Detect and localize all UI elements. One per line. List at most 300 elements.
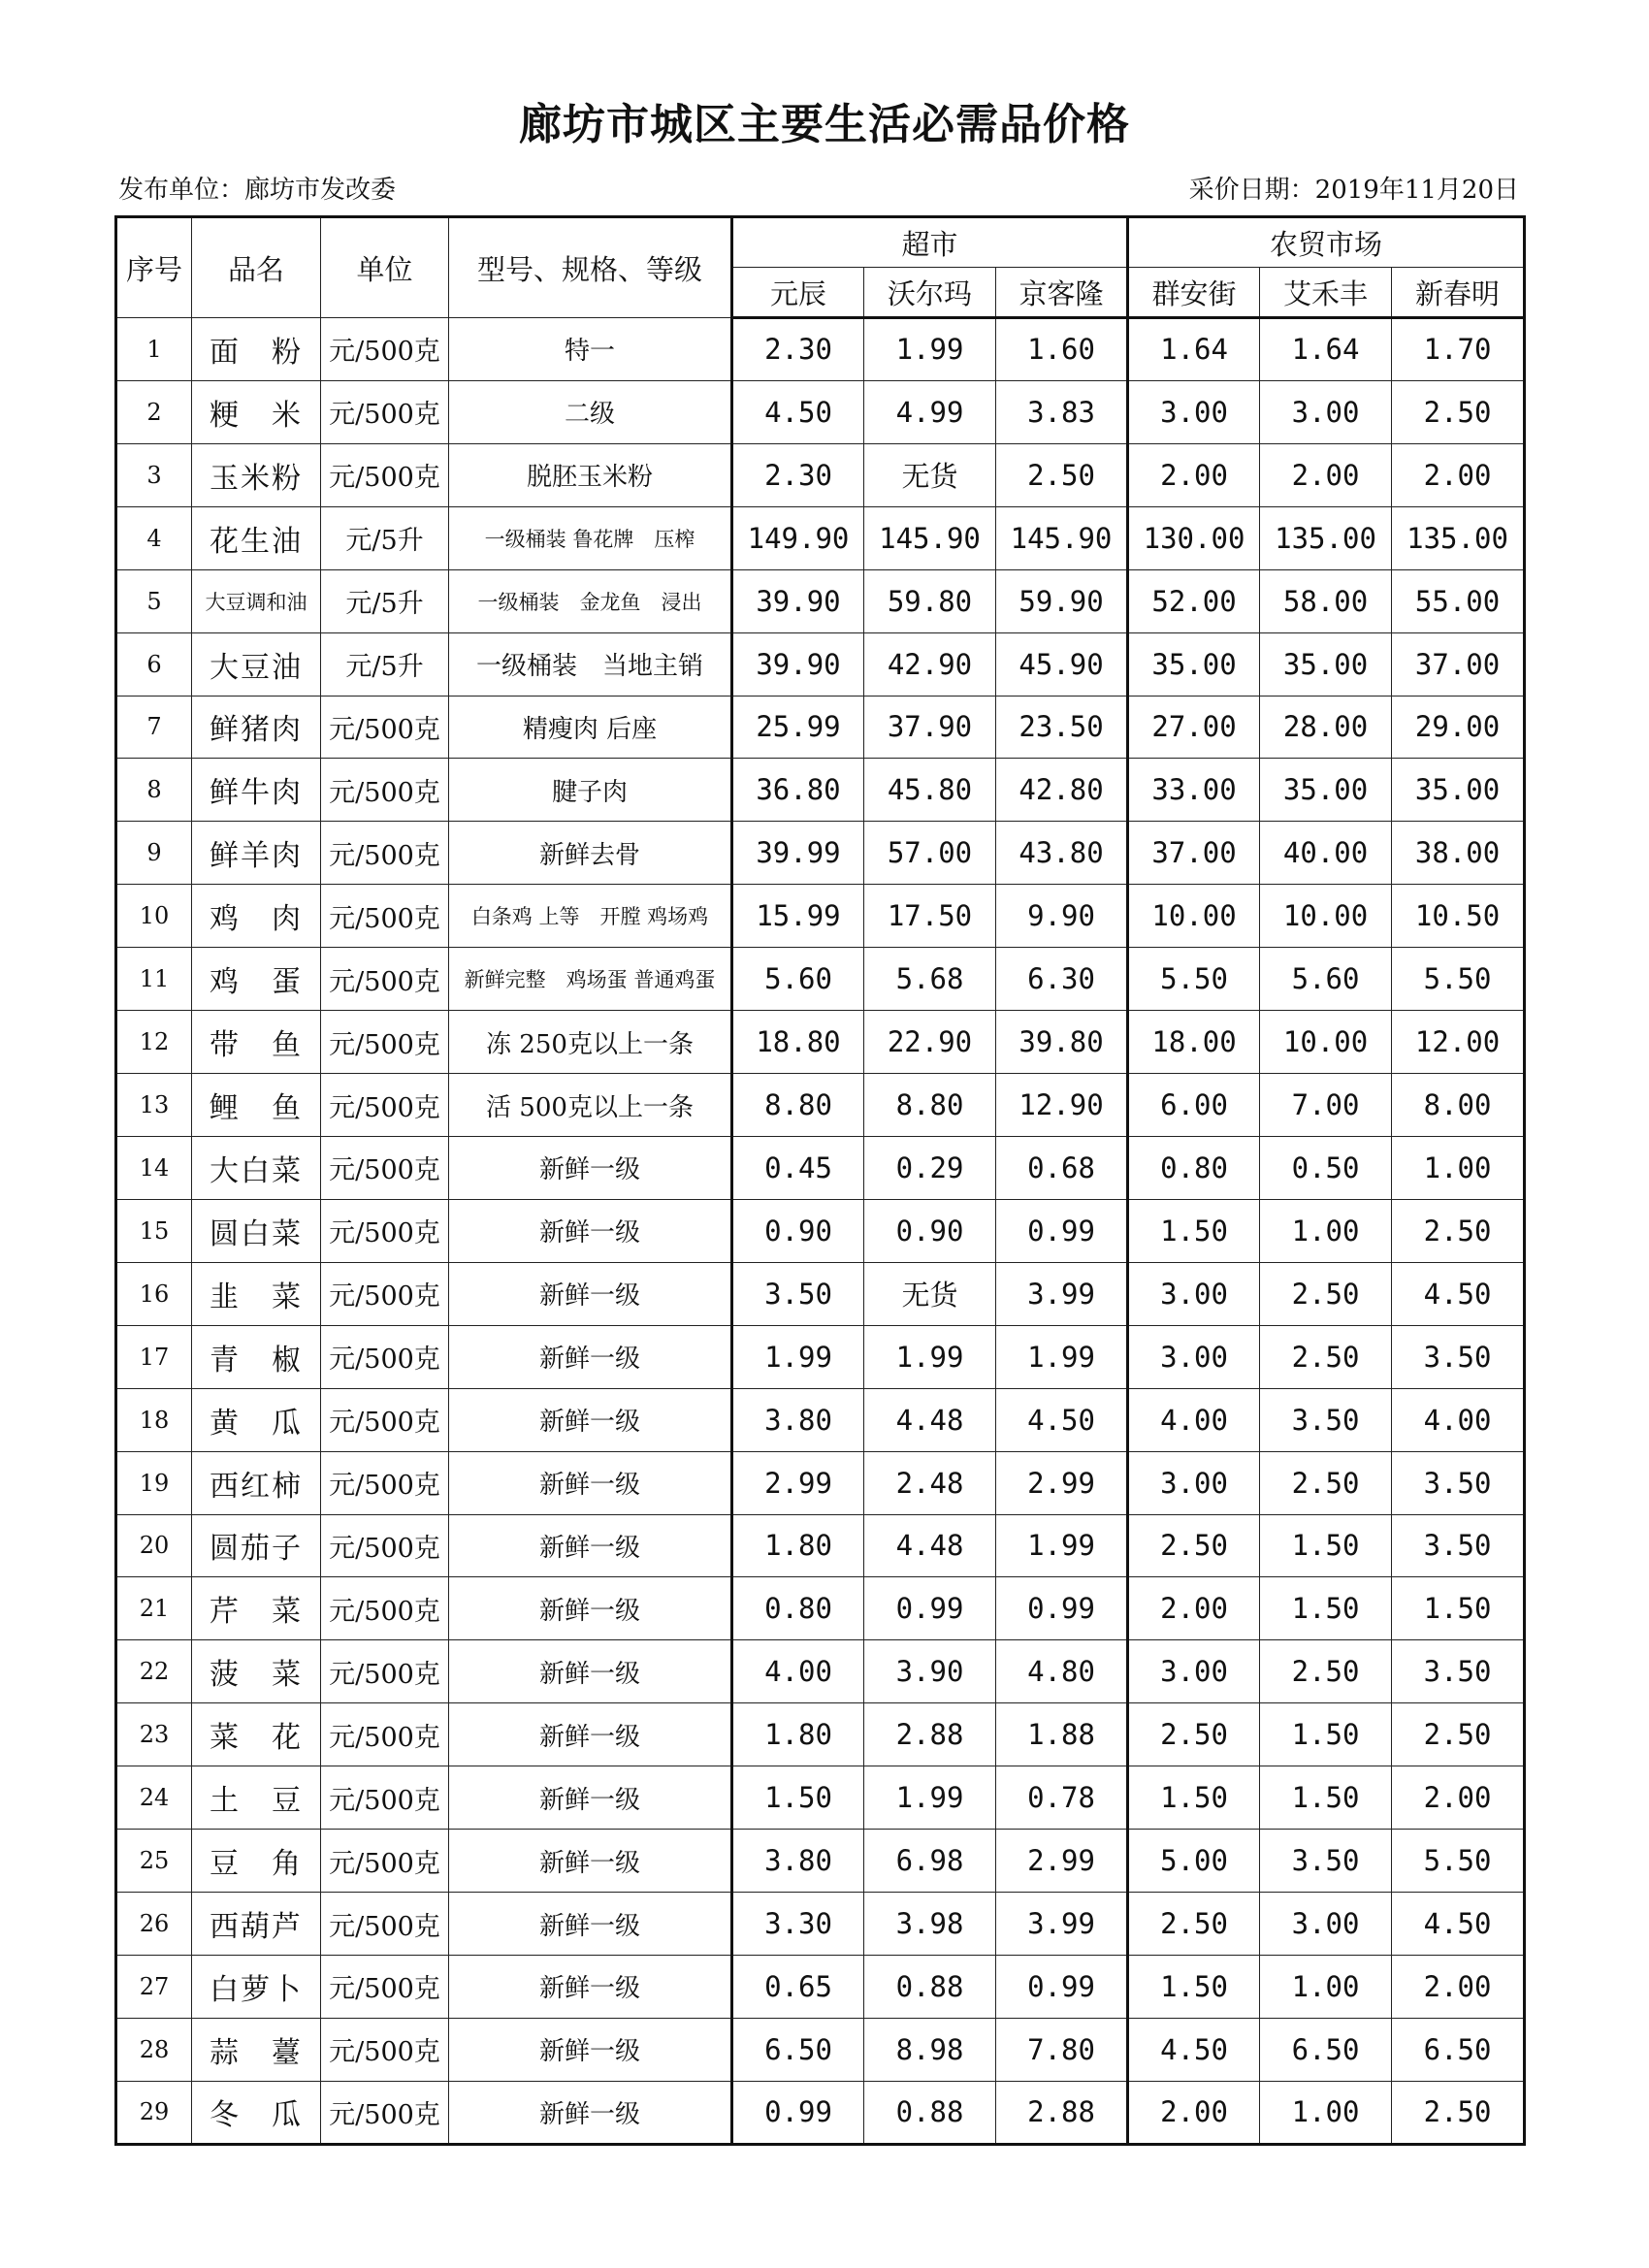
price-cell: 4.48	[864, 1514, 996, 1577]
row-number: 9	[116, 822, 192, 885]
unit-cell: 元/500克	[321, 1766, 449, 1830]
price-cell: 6.50	[732, 2018, 864, 2081]
price-cell: 0.50	[1260, 1136, 1392, 1199]
product-name: 鲜猪肉	[192, 696, 321, 759]
row-number: 6	[116, 632, 192, 696]
price-cell: 3.80	[732, 1830, 864, 1893]
product-name: 圆茄子	[192, 1514, 321, 1577]
row-number: 26	[116, 1893, 192, 1956]
row-number: 19	[116, 1451, 192, 1514]
price-cell: 0.90	[732, 1199, 864, 1262]
price-cell: 8.00	[1392, 1074, 1525, 1137]
price-cell: 1.50	[1128, 1199, 1260, 1262]
table-row	[116, 1640, 1525, 1703]
price-cell: 27.00	[1128, 696, 1260, 759]
product-name: 带 鱼	[192, 1011, 321, 1074]
row-number: 28	[116, 2018, 192, 2081]
price-cell: 25.99	[732, 696, 864, 759]
price-cell: 45.90	[996, 632, 1128, 696]
price-cell: 0.90	[864, 1199, 996, 1262]
unit-cell: 元/500克	[321, 1136, 449, 1199]
price-cell: 3.50	[1392, 1325, 1525, 1388]
product-name: 青 椒	[192, 1325, 321, 1388]
price-cell: 43.80	[996, 822, 1128, 885]
row-number: 22	[116, 1640, 192, 1703]
product-name: 鸡 蛋	[192, 948, 321, 1011]
table-row	[116, 696, 1525, 759]
price-cell: 6.00	[1128, 1074, 1260, 1137]
table-row	[116, 569, 1525, 632]
unit-cell: 元/500克	[321, 2081, 449, 2144]
unit-cell: 元/500克	[321, 1262, 449, 1325]
price-cell: 2.50	[996, 443, 1128, 506]
price-cell: 35.00	[1392, 759, 1525, 822]
table-row	[116, 1325, 1525, 1388]
price-cell: 8.80	[864, 1074, 996, 1137]
price-cell: 0.88	[864, 2081, 996, 2144]
price-cell: 1.50	[1260, 1514, 1392, 1577]
price-cell: 10.00	[1260, 1011, 1392, 1074]
table-row	[116, 1577, 1525, 1640]
row-number: 20	[116, 1514, 192, 1577]
price-cell: 3.00	[1260, 380, 1392, 443]
spec-cell: 白条鸡 上等 开膛 鸡场鸡	[449, 885, 732, 948]
price-cell: 0.88	[864, 1955, 996, 2018]
row-number: 13	[116, 1074, 192, 1137]
row-number: 11	[116, 948, 192, 1011]
price-cell: 12.90	[996, 1074, 1128, 1137]
survey-date: 采价日期：2019年11月20日	[1188, 176, 1519, 205]
spec-cell: 新鲜一级	[449, 1703, 732, 1766]
price-cell: 3.00	[1128, 1325, 1260, 1388]
unit-cell: 元/500克	[321, 1577, 449, 1640]
price-cell: 1.50	[1260, 1766, 1392, 1830]
unit-cell: 元/500克	[321, 1199, 449, 1262]
price-cell: 35.00	[1260, 759, 1392, 822]
price-cell: 4.00	[1392, 1388, 1525, 1451]
spec-cell: 新鲜一级	[449, 1199, 732, 1262]
price-cell: 1.50	[1392, 1577, 1525, 1640]
price-cell: 3.98	[864, 1893, 996, 1956]
price-cell: 0.78	[996, 1766, 1128, 1830]
product-name: 芹 菜	[192, 1577, 321, 1640]
unit-cell: 元/500克	[321, 696, 449, 759]
product-name: 豆 角	[192, 1830, 321, 1893]
price-cell: 2.00	[1392, 1766, 1525, 1830]
price-cell: 4.50	[1392, 1262, 1525, 1325]
price-cell: 1.88	[996, 1703, 1128, 1766]
price-cell: 0.99	[732, 2081, 864, 2144]
product-name: 花生油	[192, 506, 321, 569]
table-row	[116, 1703, 1525, 1766]
unit-cell: 元/500克	[321, 1388, 449, 1451]
price-cell: 5.50	[1128, 948, 1260, 1011]
row-number: 2	[116, 380, 192, 443]
table-row	[116, 506, 1525, 569]
spec-cell: 特一	[449, 318, 732, 381]
price-cell: 1.50	[732, 1766, 864, 1830]
price-cell: 3.50	[1392, 1451, 1525, 1514]
price-cell: 57.00	[864, 822, 996, 885]
table-row	[116, 1766, 1525, 1830]
price-cell: 3.00	[1128, 1262, 1260, 1325]
unit-cell: 元/5升	[321, 632, 449, 696]
header-store: 沃尔玛	[864, 268, 996, 318]
price-cell: 1.99	[732, 1325, 864, 1388]
product-name: 西葫芦	[192, 1893, 321, 1956]
price-cell: 3.00	[1128, 380, 1260, 443]
product-name: 西红柿	[192, 1451, 321, 1514]
price-cell: 37.00	[1128, 822, 1260, 885]
spec-cell: 二级	[449, 380, 732, 443]
price-cell: 1.00	[1260, 1199, 1392, 1262]
price-cell: 2.50	[1260, 1640, 1392, 1703]
price-cell: 1.64	[1260, 318, 1392, 381]
price-cell: 1.70	[1392, 318, 1525, 381]
row-number: 8	[116, 759, 192, 822]
price-cell: 4.50	[1128, 2018, 1260, 2081]
unit-cell: 元/5升	[321, 506, 449, 569]
row-number: 23	[116, 1703, 192, 1766]
price-cell: 7.80	[996, 2018, 1128, 2081]
price-cell: 2.00	[1260, 443, 1392, 506]
header-store: 新春明	[1392, 268, 1525, 318]
price-cell: 2.50	[1260, 1262, 1392, 1325]
table-row	[116, 1011, 1525, 1074]
price-cell: 1.99	[996, 1325, 1128, 1388]
price-cell: 33.00	[1128, 759, 1260, 822]
price-cell: 5.68	[864, 948, 996, 1011]
price-cell: 3.50	[1260, 1388, 1392, 1451]
price-cell: 4.00	[732, 1640, 864, 1703]
price-cell: 1.99	[864, 1766, 996, 1830]
spec-cell: 新鲜完整 鸡场蛋 普通鸡蛋	[449, 948, 732, 1011]
product-name: 冬 瓜	[192, 2081, 321, 2144]
product-name: 白萝卜	[192, 1955, 321, 2018]
row-number: 18	[116, 1388, 192, 1451]
price-cell: 7.00	[1260, 1074, 1392, 1137]
price-cell: 3.80	[732, 1388, 864, 1451]
product-name: 面 粉	[192, 318, 321, 381]
product-name: 大白菜	[192, 1136, 321, 1199]
product-name: 土 豆	[192, 1766, 321, 1830]
publisher-label: 发布单位：廊坊市发改委	[118, 176, 397, 205]
table-row	[116, 443, 1525, 506]
price-cell: 6.98	[864, 1830, 996, 1893]
spec-cell: 新鲜一级	[449, 1830, 732, 1893]
price-cell: 4.48	[864, 1388, 996, 1451]
row-number: 1	[116, 318, 192, 381]
document-title: 廊坊市城区主要生活必需品价格	[519, 100, 1130, 149]
header-store: 元辰	[732, 268, 864, 318]
price-cell: 2.00	[1392, 443, 1525, 506]
price-cell: 5.60	[1260, 948, 1392, 1011]
price-cell: 2.99	[996, 1830, 1128, 1893]
spec-cell: 精瘦肉 后座	[449, 696, 732, 759]
unit-cell: 元/500克	[321, 1703, 449, 1766]
price-cell: 0.80	[732, 1577, 864, 1640]
product-name: 菠 菜	[192, 1640, 321, 1703]
price-cell: 0.99	[996, 1577, 1128, 1640]
price-cell: 3.00	[1128, 1640, 1260, 1703]
price-cell: 2.50	[1128, 1893, 1260, 1956]
price-cell: 1.00	[1260, 2081, 1392, 2144]
price-cell: 2.00	[1392, 1955, 1525, 2018]
price-cell: 1.80	[732, 1703, 864, 1766]
unit-cell: 元/500克	[321, 948, 449, 1011]
price-cell: 35.00	[1260, 632, 1392, 696]
price-cell: 4.50	[996, 1388, 1128, 1451]
spec-cell: 新鲜一级	[449, 1388, 732, 1451]
table-row	[116, 1136, 1525, 1199]
price-cell: 1.99	[864, 1325, 996, 1388]
price-cell: 39.90	[732, 632, 864, 696]
header-group-market: 农贸市场	[1128, 217, 1525, 268]
table-row	[116, 632, 1525, 696]
price-cell: 59.80	[864, 569, 996, 632]
price-cell: 2.99	[996, 1451, 1128, 1514]
row-number: 5	[116, 569, 192, 632]
price-cell: 10.00	[1128, 885, 1260, 948]
price-cell: 2.00	[1128, 2081, 1260, 2144]
header-store: 艾禾丰	[1260, 268, 1392, 318]
product-name: 黄 瓜	[192, 1388, 321, 1451]
price-cell: 3.99	[996, 1893, 1128, 1956]
product-name: 圆白菜	[192, 1199, 321, 1262]
price-cell: 5.50	[1392, 1830, 1525, 1893]
price-cell: 无货	[864, 1262, 996, 1325]
price-cell: 0.80	[1128, 1136, 1260, 1199]
price-cell: 1.99	[864, 318, 996, 381]
price-cell: 2.50	[1128, 1514, 1260, 1577]
price-cell: 1.50	[1260, 1577, 1392, 1640]
price-cell: 3.00	[1128, 1451, 1260, 1514]
price-cell: 1.50	[1128, 1766, 1260, 1830]
price-cell: 5.50	[1392, 948, 1525, 1011]
unit-cell: 元/5升	[321, 569, 449, 632]
price-cell: 1.50	[1260, 1703, 1392, 1766]
row-number: 7	[116, 696, 192, 759]
price-cell: 1.80	[732, 1514, 864, 1577]
unit-cell: 元/500克	[321, 759, 449, 822]
unit-cell: 元/500克	[321, 1451, 449, 1514]
spec-cell: 新鲜一级	[449, 1262, 732, 1325]
price-cell: 59.90	[996, 569, 1128, 632]
row-number: 14	[116, 1136, 192, 1199]
row-number: 12	[116, 1011, 192, 1074]
price-cell: 40.00	[1260, 822, 1392, 885]
unit-cell: 元/500克	[321, 1830, 449, 1893]
price-cell: 15.99	[732, 885, 864, 948]
price-cell: 42.80	[996, 759, 1128, 822]
price-cell: 23.50	[996, 696, 1128, 759]
price-cell: 3.50	[732, 1262, 864, 1325]
spec-cell: 新鲜一级	[449, 1325, 732, 1388]
row-number: 27	[116, 1955, 192, 2018]
table-row	[116, 759, 1525, 822]
product-name: 粳 米	[192, 380, 321, 443]
price-cell: 6.30	[996, 948, 1128, 1011]
price-cell: 0.99	[864, 1577, 996, 1640]
price-cell: 37.00	[1392, 632, 1525, 696]
price-cell: 149.90	[732, 506, 864, 569]
price-cell: 39.99	[732, 822, 864, 885]
price-cell: 145.90	[864, 506, 996, 569]
price-cell: 2.50	[1392, 1199, 1525, 1262]
unit-cell: 元/500克	[321, 1074, 449, 1137]
price-cell: 2.50	[1260, 1451, 1392, 1514]
table-row	[116, 1388, 1525, 1451]
price-cell: 3.30	[732, 1893, 864, 1956]
price-cell: 35.00	[1128, 632, 1260, 696]
header-store: 京客隆	[996, 268, 1128, 318]
header-spec: 型号、规格、等级	[449, 217, 732, 318]
price-cell: 17.50	[864, 885, 996, 948]
spec-cell: 新鲜一级	[449, 1451, 732, 1514]
table-row	[116, 948, 1525, 1011]
header-name: 品名	[192, 217, 321, 318]
price-cell: 2.50	[1392, 1703, 1525, 1766]
product-name: 大豆油	[192, 632, 321, 696]
header-no: 序号	[116, 217, 192, 318]
price-cell: 18.80	[732, 1011, 864, 1074]
unit-cell: 元/500克	[321, 822, 449, 885]
header-row-1	[116, 217, 1525, 268]
price-cell: 1.00	[1392, 1136, 1525, 1199]
spec-cell: 新鲜一级	[449, 1766, 732, 1830]
product-name: 大豆调和油	[192, 569, 321, 632]
price-cell: 29.00	[1392, 696, 1525, 759]
spec-cell: 新鲜一级	[449, 1514, 732, 1577]
price-cell: 2.30	[732, 443, 864, 506]
spec-cell: 一级桶装 金龙鱼 浸出	[449, 569, 732, 632]
table-row	[116, 2081, 1525, 2144]
price-cell: 28.00	[1260, 696, 1392, 759]
price-cell: 22.90	[864, 1011, 996, 1074]
product-name: 菜 花	[192, 1703, 321, 1766]
row-number: 15	[116, 1199, 192, 1262]
unit-cell: 元/500克	[321, 1011, 449, 1074]
price-cell: 5.00	[1128, 1830, 1260, 1893]
price-cell: 1.60	[996, 318, 1128, 381]
spec-cell: 活 500克以上一条	[449, 1074, 732, 1137]
price-cell: 2.00	[1128, 1577, 1260, 1640]
price-cell: 0.45	[732, 1136, 864, 1199]
price-cell: 42.90	[864, 632, 996, 696]
spec-cell: 新鲜一级	[449, 2081, 732, 2144]
row-number: 17	[116, 1325, 192, 1388]
table-row	[116, 822, 1525, 885]
row-number: 25	[116, 1830, 192, 1893]
price-cell: 0.29	[864, 1136, 996, 1199]
price-cell: 3.83	[996, 380, 1128, 443]
price-cell: 58.00	[1260, 569, 1392, 632]
price-cell: 无货	[864, 443, 996, 506]
table-row	[116, 1074, 1525, 1137]
spec-cell: 新鲜一级	[449, 1577, 732, 1640]
spec-cell: 新鲜一级	[449, 1893, 732, 1956]
price-cell: 1.99	[996, 1514, 1128, 1577]
price-cell: 2.88	[864, 1703, 996, 1766]
spec-cell: 新鲜一级	[449, 1136, 732, 1199]
price-cell: 55.00	[1392, 569, 1525, 632]
price-cell: 130.00	[1128, 506, 1260, 569]
price-cell: 52.00	[1128, 569, 1260, 632]
row-number: 3	[116, 443, 192, 506]
header-unit: 单位	[321, 217, 449, 318]
price-cell: 3.50	[1392, 1640, 1525, 1703]
unit-cell: 元/500克	[321, 1893, 449, 1956]
spec-cell: 腱子肉	[449, 759, 732, 822]
price-cell: 9.90	[996, 885, 1128, 948]
spec-cell: 新鲜一级	[449, 1640, 732, 1703]
table-row	[116, 318, 1525, 381]
product-name: 鲜羊肉	[192, 822, 321, 885]
spec-cell: 新鲜一级	[449, 1955, 732, 2018]
unit-cell: 元/500克	[321, 1955, 449, 2018]
price-cell: 4.80	[996, 1640, 1128, 1703]
unit-cell: 元/500克	[321, 380, 449, 443]
price-cell: 38.00	[1392, 822, 1525, 885]
price-cell: 37.90	[864, 696, 996, 759]
unit-cell: 元/500克	[321, 1514, 449, 1577]
price-cell: 4.50	[1392, 1893, 1525, 1956]
table-row	[116, 380, 1525, 443]
spec-cell: 一级桶装 鲁花牌 压榨	[449, 506, 732, 569]
price-cell: 2.50	[1392, 2081, 1525, 2144]
table-row	[116, 1514, 1525, 1577]
unit-cell: 元/500克	[321, 1640, 449, 1703]
price-cell: 6.50	[1392, 2018, 1525, 2081]
price-cell: 2.30	[732, 318, 864, 381]
table-row	[116, 1199, 1525, 1262]
price-cell: 1.64	[1128, 318, 1260, 381]
unit-cell: 元/500克	[321, 885, 449, 948]
price-cell: 4.50	[732, 380, 864, 443]
row-number: 21	[116, 1577, 192, 1640]
price-cell: 39.90	[732, 569, 864, 632]
row-number: 24	[116, 1766, 192, 1830]
price-cell: 8.98	[864, 2018, 996, 2081]
price-cell: 2.50	[1392, 380, 1525, 443]
price-cell: 2.99	[732, 1451, 864, 1514]
price-cell: 4.00	[1128, 1388, 1260, 1451]
price-cell: 3.99	[996, 1262, 1128, 1325]
spec-cell: 一级桶装 当地主销	[449, 632, 732, 696]
row-number: 10	[116, 885, 192, 948]
price-cell: 0.65	[732, 1955, 864, 2018]
price-cell: 10.50	[1392, 885, 1525, 948]
spec-cell: 冻 250克以上一条	[449, 1011, 732, 1074]
table-row	[116, 1830, 1525, 1893]
price-cell: 145.90	[996, 506, 1128, 569]
table-row	[116, 1451, 1525, 1514]
price-cell: 2.00	[1128, 443, 1260, 506]
table-row	[116, 885, 1525, 948]
unit-cell: 元/500克	[321, 443, 449, 506]
price-cell: 135.00	[1392, 506, 1525, 569]
price-cell: 3.50	[1392, 1514, 1525, 1577]
spec-cell: 新鲜一级	[449, 2018, 732, 2081]
price-cell: 6.50	[1260, 2018, 1392, 2081]
table-row	[116, 2018, 1525, 2081]
unit-cell: 元/500克	[321, 2018, 449, 2081]
price-cell: 2.48	[864, 1451, 996, 1514]
price-cell: 10.00	[1260, 885, 1392, 948]
row-number: 4	[116, 506, 192, 569]
price-cell: 0.99	[996, 1199, 1128, 1262]
price-cell: 18.00	[1128, 1011, 1260, 1074]
